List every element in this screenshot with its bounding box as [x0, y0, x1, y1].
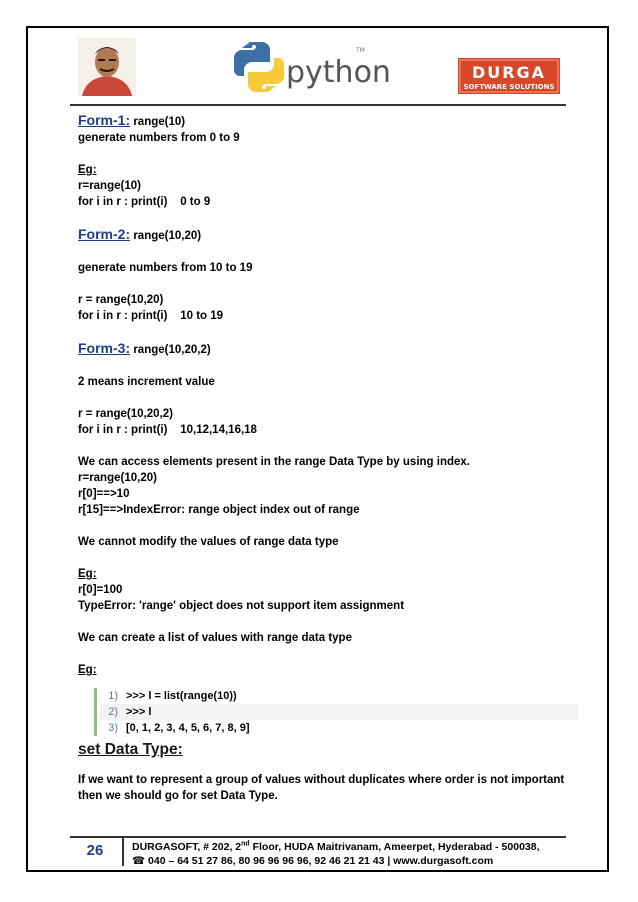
durga-software-logo [458, 58, 560, 94]
eg4-line-1: r[0]=100 [78, 584, 123, 596]
python-snake-icon [234, 42, 284, 92]
svg-text:DURGA: DURGA [471, 63, 547, 82]
eg5-label: Eg: [78, 664, 97, 676]
svg-text:TM: TM [356, 47, 365, 54]
svg-text:SOFTWARE SOLUTIONS: SOFTWARE SOLUTIONS [463, 83, 555, 91]
header-rule [70, 104, 566, 106]
form2-desc: generate numbers from 10 to 19 [78, 262, 253, 274]
python-wordmark: python [286, 55, 391, 90]
document-body [78, 112, 578, 804]
page-number: 26 [86, 842, 104, 859]
eg1-line-1: r=range(10) [78, 180, 141, 192]
author-photo [78, 38, 136, 96]
set-line-2: then we should go for set Data Type. [78, 790, 278, 802]
set-line-1: If we want to represent a group of values without duplicates where order is not important [78, 774, 565, 786]
code-block [94, 688, 578, 736]
python-logo [232, 38, 391, 96]
footer-rule [70, 836, 566, 838]
form1-desc: generate numbers from 0 to 9 [78, 132, 240, 144]
eg2-line-1: r = range(10,20) [78, 294, 164, 306]
eg4-line-2: TypeError: 'range' object does not support item assignment [78, 600, 405, 612]
eg3-line-2: for i in r : print(i) 10,12,14,16,18 [78, 424, 257, 436]
footer-address: DURGASOFT, # 202, 2nd Floor, HUDA Maitrivanam, Ameerpet, Hyderabad - 500038, ☎ 040 – 64 51 27 86, 80 96 96 96 96, 92 46 21 21 43 | www.durgasoft.com [132, 840, 540, 867]
phone-icon: ☎ [132, 855, 146, 867]
eg3-line-1: r = range(10,20,2) [78, 408, 173, 420]
eg1-line-2: for i in r : print(i) 0 to 9 [78, 196, 211, 208]
set-heading: set Data Type: [78, 741, 183, 758]
eg1-label: Eg: [78, 164, 97, 176]
eg4-label: Eg: [78, 568, 97, 580]
form3-heading: Form-3: range(10,20,2) [78, 340, 211, 356]
modify-text: We cannot modify the values of range data type [78, 536, 339, 548]
access-intro: We can access elements present in the range Data Type by using index. [78, 456, 470, 468]
code-line: 2) >>> l [100, 704, 578, 720]
eg2-line-2: for i in r : print(i) 10 to 19 [78, 310, 224, 322]
access-line-2: r[0]==>10 [78, 488, 130, 500]
form3-desc: 2 means increment value [78, 376, 215, 388]
form1-heading: Form-1: range(10) [78, 112, 186, 128]
access-line-3: r[15]==>IndexError: range object index out of range [78, 504, 360, 516]
code-line: 1) >>> l = list(range(10)) [108, 690, 237, 702]
form2-heading: Form-2: range(10,20) [78, 226, 202, 242]
footer-separator [122, 838, 124, 866]
code-line: 3) [0, 1, 2, 3, 4, 5, 6, 7, 8, 9] [108, 722, 250, 734]
list-text: We can create a list of values with range data type [78, 632, 352, 644]
access-line-1: r=range(10,20) [78, 472, 157, 484]
